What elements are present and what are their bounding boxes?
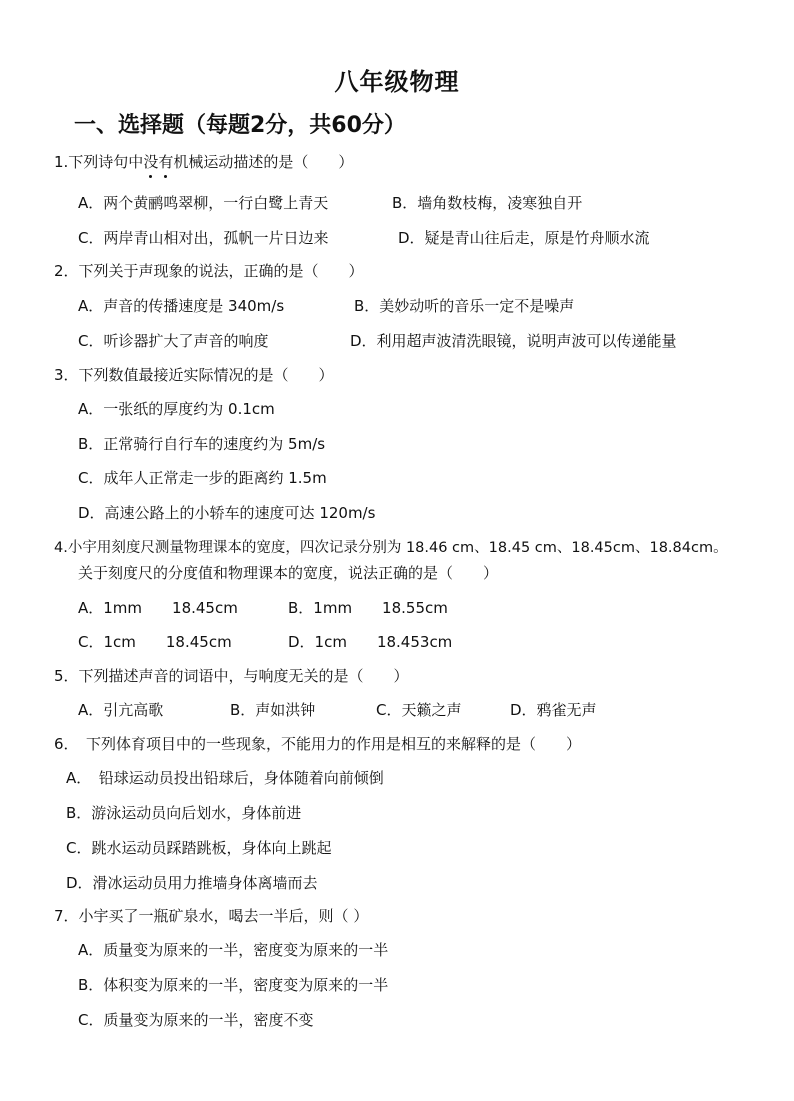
question-6-stem: 6． 下列体育项目中的一些现象，不能用力的作用是相互的来解释的是（ ）: [54, 735, 582, 753]
emphasis-char: 有: [158, 153, 174, 171]
question-7-stem: 7．小宇买了一瓶矿泉水，喝去一半后，则（ ）: [54, 907, 369, 925]
question-2-option-a: A．声音的传播速度是 340m/s: [78, 297, 285, 315]
question-1-stem: [54, 152, 353, 172]
question-1-option-c: C．两岸青山相对出，孤帆一片日边来: [78, 229, 329, 247]
question-5-option-b: B．声如洪钟: [230, 701, 316, 719]
question-1-stem-start: 1.下列诗句中: [54, 153, 144, 171]
question-6-option-c: C．跳水运动员踩踏跳板，身体向上跳起: [66, 839, 332, 857]
question-7-option-c: C．质量变为原来的一半，密度不变: [78, 1011, 314, 1029]
question-1-option-d: D．疑是青山往后走，原是竹舟顺水流: [398, 229, 650, 247]
question-6-option-b: B．游泳运动员向后划水，身体前进: [66, 804, 302, 822]
question-2-stem: 2．下列关于声现象的说法，正确的是（ ）: [54, 262, 364, 280]
question-3-option-b: B．正常骑行自行车的速度约为 5m/s: [78, 435, 326, 453]
question-2-option-d: D．利用超声波清洗眼镜，说明声波可以传递能量: [350, 332, 677, 350]
question-1-stem-end: 机械运动描述的是（ ）: [173, 153, 354, 171]
question-5-stem: 5．下列描述声音的词语中，与响度无关的是（ ）: [54, 667, 409, 685]
question-4-option-a: A．1mm 18.45cm: [78, 599, 238, 617]
question-3-option-d: D．高速公路上的小轿车的速度可达 120m/s: [78, 504, 376, 522]
question-3-option-c: C．成年人正常走一步的距离约 1.5m: [78, 469, 327, 487]
question-6-option-d: D．滑冰运动员用力推墙身体离墙而去: [66, 874, 318, 892]
question-5-option-a: A．引亢高歌: [78, 701, 164, 719]
question-4-option-d: D．1cm 18.453cm: [288, 633, 453, 651]
question-4-option-c: C．1cm 18.45cm: [78, 633, 232, 651]
question-2-option-c: C．听诊器扩大了声音的响度: [78, 332, 269, 350]
question-5-option-d: D．鸦雀无声: [510, 701, 597, 719]
page-title: 八年级物理: [334, 68, 460, 96]
question-6-option-a: A． 铅球运动员投出铅球后，身体随着向前倾倒: [66, 769, 384, 787]
emphasis-char: 没: [143, 153, 159, 171]
question-1-option-b: B．墙角数枝梅，凌寒独自开: [392, 194, 583, 212]
question-7-option-b: B．体积变为原来的一半，密度变为原来的一半: [78, 976, 389, 994]
question-5-option-c: C．天籁之声: [376, 701, 462, 719]
question-3-stem: 3．下列数值最接近实际情况的是（ ）: [54, 366, 334, 384]
question-3-option-a: A．一张纸的厚度约为 0.1cm: [78, 400, 275, 418]
question-4-stem-line-2: 关于刻度尺的分度值和物理课本的宽度，说法正确的是（ ）: [78, 564, 499, 582]
question-4-option-b: B．1mm 18.55cm: [288, 599, 448, 617]
section-heading: 一、选择题（每题2分，共60分）: [74, 113, 406, 138]
question-1-option-a: A．两个黄鹂鸣翠柳，一行白鹭上青天: [78, 194, 329, 212]
question-7-option-a: A．质量变为原来的一半，密度变为原来的一半: [78, 941, 389, 959]
question-4-stem-line-1: 4.小宇用刻度尺测量物理课本的宽度，四次记录分别为 18.46 cm、18.45 cm、18.45cm、18.84cm。: [54, 540, 728, 556]
question-2-option-b: B．美妙动听的音乐一定不是噪声: [354, 297, 575, 315]
